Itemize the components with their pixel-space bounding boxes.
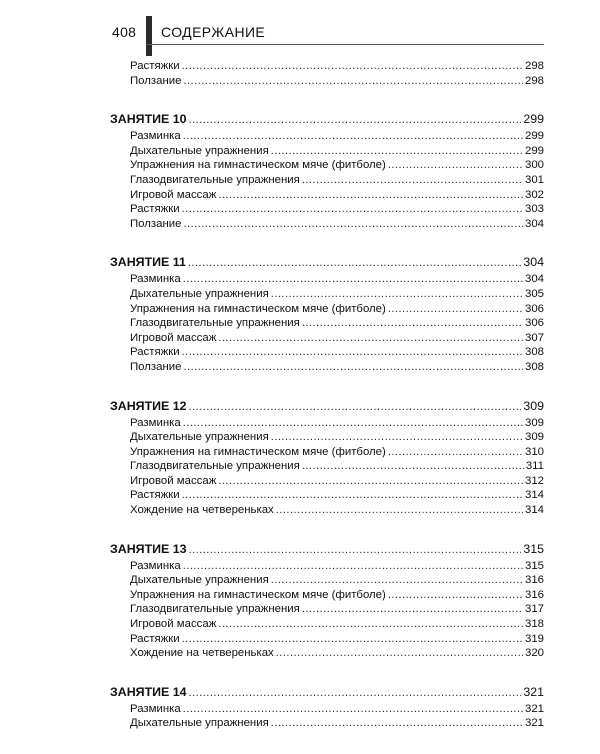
toc-page-number: 317 xyxy=(524,603,544,616)
toc-page-number: 301 xyxy=(524,173,544,186)
toc-page-number: 315 xyxy=(524,559,544,572)
dot-leader xyxy=(271,716,523,731)
toc-page-number: 309 xyxy=(524,431,544,444)
toc-page-number: 302 xyxy=(524,188,544,201)
toc-entry-label: Хождение на четвереньках xyxy=(130,504,274,517)
toc-entry xyxy=(110,360,544,375)
header-rule xyxy=(146,44,544,45)
toc-entry-label: Глазодвигательные упражнения xyxy=(130,603,300,616)
toc-entry xyxy=(110,331,544,346)
dot-leader xyxy=(218,188,523,203)
toc-entry xyxy=(110,202,544,217)
toc-page-number: 299 xyxy=(524,130,544,143)
dot-leader xyxy=(183,129,523,144)
dot-leader xyxy=(182,59,523,74)
toc-entry-label: Хождение на четвереньках xyxy=(130,647,274,660)
dot-leader xyxy=(388,445,523,460)
dot-leader xyxy=(302,459,524,474)
toc-entry-label: ЗАНЯТИЕ 12 xyxy=(110,398,187,413)
dot-leader xyxy=(188,255,521,271)
toc-lesson-heading xyxy=(110,541,544,558)
header-bar xyxy=(146,16,152,56)
toc-entry-label: Разминка xyxy=(130,273,181,286)
toc-entry xyxy=(110,646,544,661)
dot-leader xyxy=(189,542,522,558)
dot-leader xyxy=(218,617,523,632)
toc-page-number: 304 xyxy=(523,255,544,270)
toc-entry xyxy=(110,602,544,617)
toc-entry xyxy=(110,217,544,232)
toc-entry xyxy=(110,588,544,603)
toc-page-number: 299 xyxy=(524,144,544,157)
page-header xyxy=(0,0,600,60)
toc-group xyxy=(110,684,544,731)
toc-lesson-heading xyxy=(110,398,544,415)
toc-entry xyxy=(110,617,544,632)
toc-page-number: 316 xyxy=(524,588,544,601)
toc-lesson-heading xyxy=(110,684,544,701)
toc-page-number: 306 xyxy=(524,317,544,330)
toc-page-number: 316 xyxy=(524,574,544,587)
dot-leader xyxy=(218,474,523,489)
toc-page-number: 304 xyxy=(524,273,544,286)
dot-leader xyxy=(276,646,523,661)
toc-entry-label: Глазодвигательные упражнения xyxy=(130,460,300,473)
toc-entry xyxy=(110,702,544,717)
dot-leader xyxy=(182,202,523,217)
toc-entry-label: ЗАНЯТИЕ 13 xyxy=(110,541,187,556)
toc-page-number: 298 xyxy=(524,74,544,87)
dot-leader xyxy=(183,74,523,89)
toc-lesson-heading xyxy=(110,111,544,128)
toc-entry xyxy=(110,287,544,302)
toc-entry xyxy=(110,59,544,74)
toc-page-number: 307 xyxy=(524,331,544,344)
dot-leader xyxy=(302,173,523,188)
toc-group xyxy=(110,111,544,231)
toc-entry-label: Дыхательные упражнения xyxy=(130,144,269,157)
dot-leader xyxy=(183,360,523,375)
dot-leader xyxy=(388,158,523,173)
toc-group xyxy=(110,59,544,88)
page-number: 408 xyxy=(112,24,137,40)
table-of-contents xyxy=(110,59,544,754)
toc-entry-label: Глазодвигательные упражнения xyxy=(130,173,300,186)
dot-leader xyxy=(388,302,523,317)
toc-entry xyxy=(110,445,544,460)
toc-page-number: 314 xyxy=(524,489,544,502)
toc-entry xyxy=(110,316,544,331)
toc-page-number: 319 xyxy=(524,632,544,645)
toc-entry-label: ЗАНЯТИЕ 14 xyxy=(110,684,187,699)
toc-entry xyxy=(110,632,544,647)
dot-leader xyxy=(182,345,523,360)
toc-entry xyxy=(110,144,544,159)
dot-leader xyxy=(271,144,523,159)
toc-lesson-heading xyxy=(110,254,544,271)
running-title: СОДЕРЖАНИЕ xyxy=(161,24,266,40)
toc-page-number: 304 xyxy=(524,217,544,230)
toc-entry-label: Дыхательные упражнения xyxy=(130,717,269,730)
dot-leader xyxy=(302,602,523,617)
dot-leader xyxy=(271,573,523,588)
dot-leader xyxy=(388,588,523,603)
dot-leader xyxy=(183,559,523,574)
dot-leader xyxy=(182,488,523,503)
toc-page-number: 303 xyxy=(524,203,544,216)
toc-page-number: 308 xyxy=(524,360,544,373)
toc-entry-label: Разминка xyxy=(130,130,181,143)
toc-page-number: 300 xyxy=(524,159,544,172)
toc-entry xyxy=(110,573,544,588)
toc-page-number: 305 xyxy=(524,287,544,300)
toc-page-number: 311 xyxy=(525,460,544,473)
toc-page-number: 309 xyxy=(523,398,544,413)
dot-leader xyxy=(183,217,523,232)
toc-entry-label: Ползание xyxy=(130,360,182,373)
toc-entry-label: Упражнения на гимнастическом мяче (фитболе) xyxy=(130,588,386,601)
toc-entry xyxy=(110,416,544,431)
toc-page-number: 321 xyxy=(523,684,544,699)
toc-entry-label: ЗАНЯТИЕ 11 xyxy=(110,255,186,270)
toc-page-number: 318 xyxy=(524,618,544,631)
dot-leader xyxy=(218,331,523,346)
toc-entry xyxy=(110,173,544,188)
toc-entry-label: Растяжки xyxy=(130,489,180,502)
toc-entry-label: Глазодвигательные упражнения xyxy=(130,317,300,330)
toc-page-number: 309 xyxy=(524,416,544,429)
dot-leader xyxy=(302,316,523,331)
toc-entry xyxy=(110,158,544,173)
toc-page-number: 310 xyxy=(524,445,544,458)
dot-leader xyxy=(276,503,523,518)
toc-page-number: 312 xyxy=(524,474,544,487)
toc-entry-label: Игровой массаж xyxy=(130,618,217,631)
toc-page-number: 314 xyxy=(524,504,544,517)
toc-page-number: 298 xyxy=(524,60,544,72)
toc-page-number: 320 xyxy=(524,647,544,660)
toc-page-number: 306 xyxy=(524,302,544,315)
dot-leader xyxy=(189,112,522,128)
dot-leader xyxy=(183,702,523,717)
toc-entry xyxy=(110,474,544,489)
toc-entry xyxy=(110,488,544,503)
toc-entry xyxy=(110,459,544,474)
toc-entry xyxy=(110,716,544,731)
toc-entry xyxy=(110,74,544,89)
toc-entry-label: Разминка xyxy=(130,416,181,429)
toc-entry-label: Растяжки xyxy=(130,203,180,216)
toc-entry xyxy=(110,129,544,144)
toc-entry-label: Упражнения на гимнастическом мяче (фитболе) xyxy=(130,159,386,172)
toc-entry-label: Ползание xyxy=(130,217,182,230)
dot-leader xyxy=(183,416,523,431)
toc-page-number: 299 xyxy=(523,112,544,127)
toc-entry-label: Растяжки xyxy=(130,60,180,72)
toc-page-number: 321 xyxy=(524,717,544,730)
dot-leader xyxy=(271,430,523,445)
toc-entry-label: Дыхательные упражнения xyxy=(130,431,269,444)
dot-leader xyxy=(183,272,523,287)
toc-page-number: 308 xyxy=(524,346,544,359)
toc-group xyxy=(110,254,544,374)
dot-leader xyxy=(189,685,522,701)
toc-entry xyxy=(110,272,544,287)
toc-entry-label: Разминка xyxy=(130,559,181,572)
toc-entry-label: Дыхательные упражнения xyxy=(130,287,269,300)
toc-entry-label: Игровой массаж xyxy=(130,474,217,487)
toc-entry xyxy=(110,503,544,518)
toc-entry-label: ЗАНЯТИЕ 10 xyxy=(110,112,187,127)
toc-entry-label: Растяжки xyxy=(130,346,180,359)
toc-entry-label: Разминка xyxy=(130,702,181,715)
toc-entry-label: Игровой массаж xyxy=(130,331,217,344)
toc-group xyxy=(110,398,544,518)
toc-entry-label: Дыхательные упражнения xyxy=(130,574,269,587)
toc-entry-label: Упражнения на гимнастическом мяче (фитболе) xyxy=(130,302,386,315)
toc-group xyxy=(110,541,544,661)
toc-entry-label: Упражнения на гимнастическом мяче (фитболе) xyxy=(130,445,386,458)
toc-entry xyxy=(110,430,544,445)
toc-entry xyxy=(110,345,544,360)
toc-entry xyxy=(110,302,544,317)
toc-entry-label: Игровой массаж xyxy=(130,188,217,201)
dot-leader xyxy=(271,287,523,302)
toc-entry xyxy=(110,188,544,203)
dot-leader xyxy=(189,399,522,415)
toc-page-number: 321 xyxy=(524,702,544,715)
toc-entry-label: Ползание xyxy=(130,74,182,87)
toc-entry xyxy=(110,559,544,574)
dot-leader xyxy=(182,632,523,647)
toc-page-number: 315 xyxy=(523,541,544,556)
toc-entry-label: Растяжки xyxy=(130,632,180,645)
